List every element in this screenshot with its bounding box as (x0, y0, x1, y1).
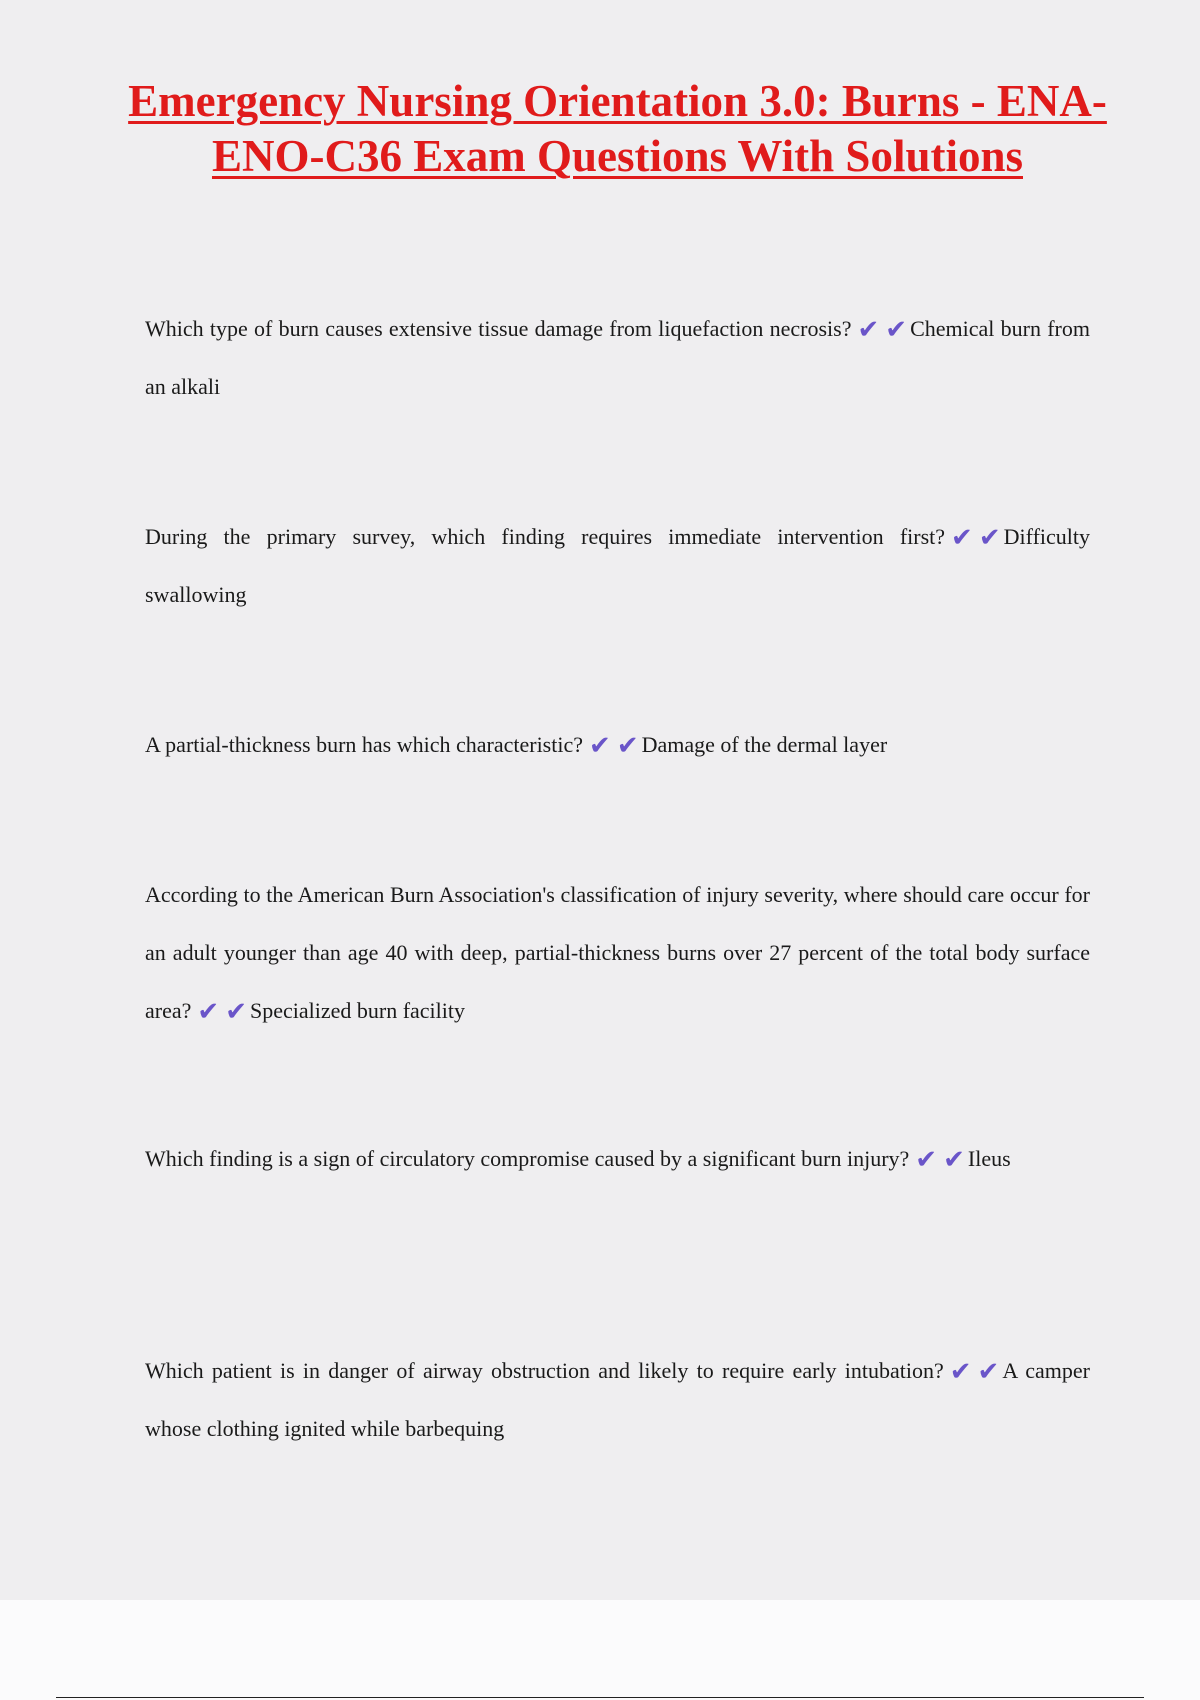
answer-text: A camper whose clothing ignited while barbequing (145, 1358, 1090, 1441)
check-icon: ✔ (977, 1357, 1000, 1386)
check-icon: ✔ (915, 1145, 938, 1174)
check-icon: ✔ (885, 315, 908, 344)
answer-text: Ileus (967, 1146, 1011, 1171)
answer-text: Chemical burn from an alkali (145, 316, 1090, 399)
check-icon: ✔ (857, 315, 880, 344)
answer-text: Damage of the dermal layer (641, 732, 888, 757)
answer-text: Difficulty swallowing (145, 524, 1090, 607)
check-icon: ✔ (197, 997, 220, 1026)
qa-item (145, 300, 1090, 416)
question-text: Which type of burn causes extensive tissue damage from liquefaction necrosis? (145, 316, 852, 341)
qa-item (145, 716, 1090, 774)
check-icon: ✔ (949, 1357, 972, 1386)
answer-text: Specialized burn facility (249, 998, 466, 1023)
qa-item (145, 1130, 1090, 1188)
qa-item (145, 508, 1090, 624)
footer-divider (56, 1697, 1144, 1698)
question-text: Which finding is a sign of circulatory compromise caused by a significant burn injury? (145, 1146, 910, 1171)
qa-item (145, 1342, 1090, 1458)
page-footer (0, 1600, 1200, 1700)
check-icon: ✔ (951, 523, 973, 552)
question-text: According to the American Burn Association's classification of injury severity, where should care occur for an adult younger than age 40 with deep, partial-thickness burns over 27 percent of the total body surface area? (145, 882, 1090, 1023)
check-icon: ✔ (943, 1145, 965, 1174)
check-icon: ✔ (616, 731, 639, 760)
document-title: Emergency Nursing Orientation 3.0: Burns - ENA-ENO-C36 Exam Questions With Solutions (128, 76, 1107, 181)
question-text: Which patient is in danger of airway obstruction and likely to require early intubation? (145, 1358, 944, 1383)
check-icon: ✔ (589, 731, 611, 760)
question-text: During the primary survey, which finding requires immediate intervention first? (145, 524, 946, 549)
check-icon: ✔ (225, 997, 247, 1026)
check-icon: ✔ (978, 523, 1001, 552)
question-text: A partial-thickness burn has which characteristic? (145, 732, 584, 757)
qa-item (145, 866, 1090, 1040)
